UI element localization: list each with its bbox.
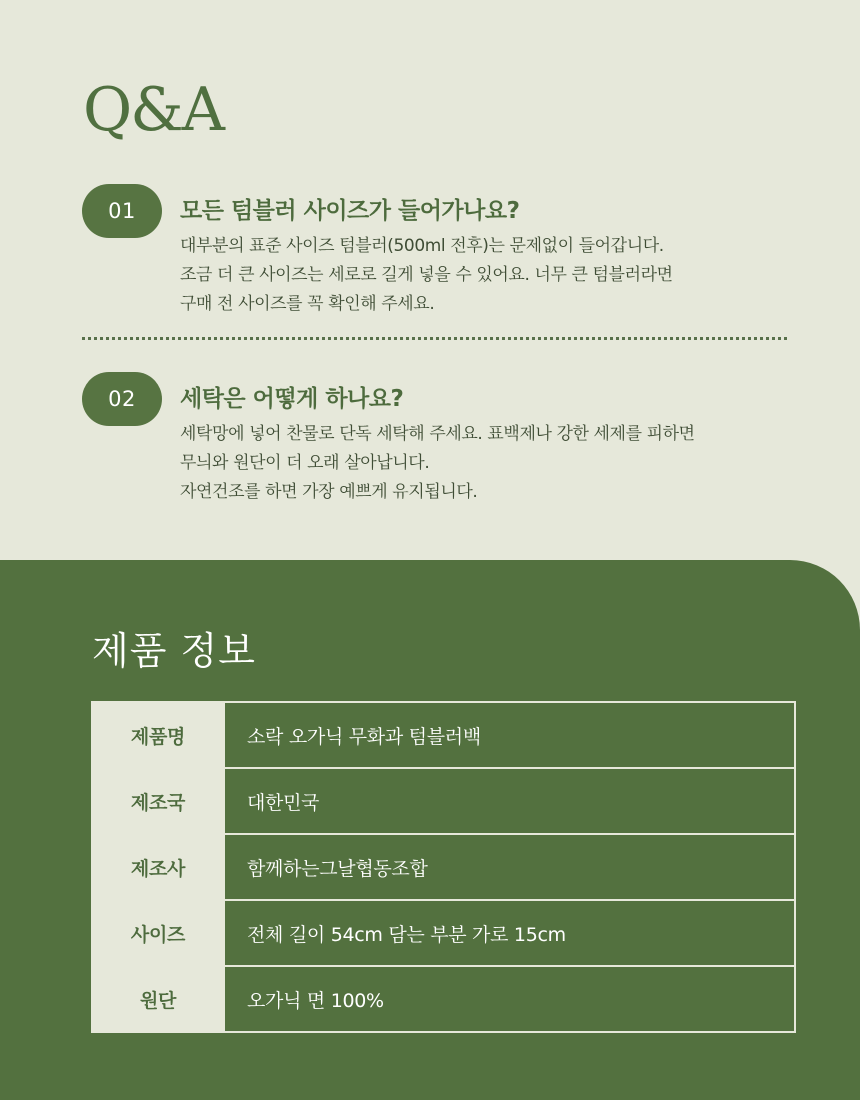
row-value: 함께하는그날협동조합: [224, 834, 795, 900]
question-text: 세탁은 어떻게 하나요?: [180, 386, 404, 412]
row-label: 제조국: [92, 768, 224, 834]
qa-heading: Q&A: [83, 75, 223, 145]
answer-line: 무늬와 원단이 더 오래 살아납니다.: [180, 453, 430, 473]
table-row: [92, 834, 795, 900]
row-value: 오가닉 면 100%: [224, 966, 795, 1032]
row-value: 전체 길이 54cm 담는 부분 가로 15cm: [224, 900, 795, 966]
answer-line: 대부분의 표준 사이즈 텀블러(500ml 전후)는 문제없이 들어갑니다.: [180, 236, 664, 256]
answer-line: 구매 전 사이즈를 꼭 확인해 주세요.: [180, 294, 435, 314]
answer-text: [180, 420, 695, 507]
product-info-section: [0, 560, 860, 1100]
product-info-heading: 제품 정보: [92, 629, 256, 673]
row-value: 소락 오가닉 무화과 텀블러백: [224, 702, 795, 768]
table-row: [92, 702, 795, 768]
answer-line: 조금 더 큰 사이즈는 세로로 길게 넣을 수 있어요. 너무 큰 텀블러라면: [180, 265, 673, 285]
question-text: 모든 텀블러 사이즈가 들어가나요?: [180, 198, 520, 224]
product-info-table: [91, 701, 796, 1033]
row-value: 대한민국: [224, 768, 795, 834]
row-label: 원단: [92, 966, 224, 1032]
answer-text: [180, 232, 673, 319]
row-label: 제품명: [92, 702, 224, 768]
question-number-badge: 02: [82, 372, 162, 426]
table-row: [92, 900, 795, 966]
row-label: 사이즈: [92, 900, 224, 966]
row-label: 제조사: [92, 834, 224, 900]
table-row: [92, 768, 795, 834]
table-row: [92, 966, 795, 1032]
answer-line: 세탁망에 넣어 찬물로 단독 세탁해 주세요. 표백제나 강한 세제를 피하면: [180, 424, 695, 444]
question-number-badge: 01: [82, 184, 162, 238]
answer-line: 자연건조를 하면 가장 예쁘게 유지됩니다.: [180, 482, 478, 502]
dotted-divider: [82, 337, 787, 340]
